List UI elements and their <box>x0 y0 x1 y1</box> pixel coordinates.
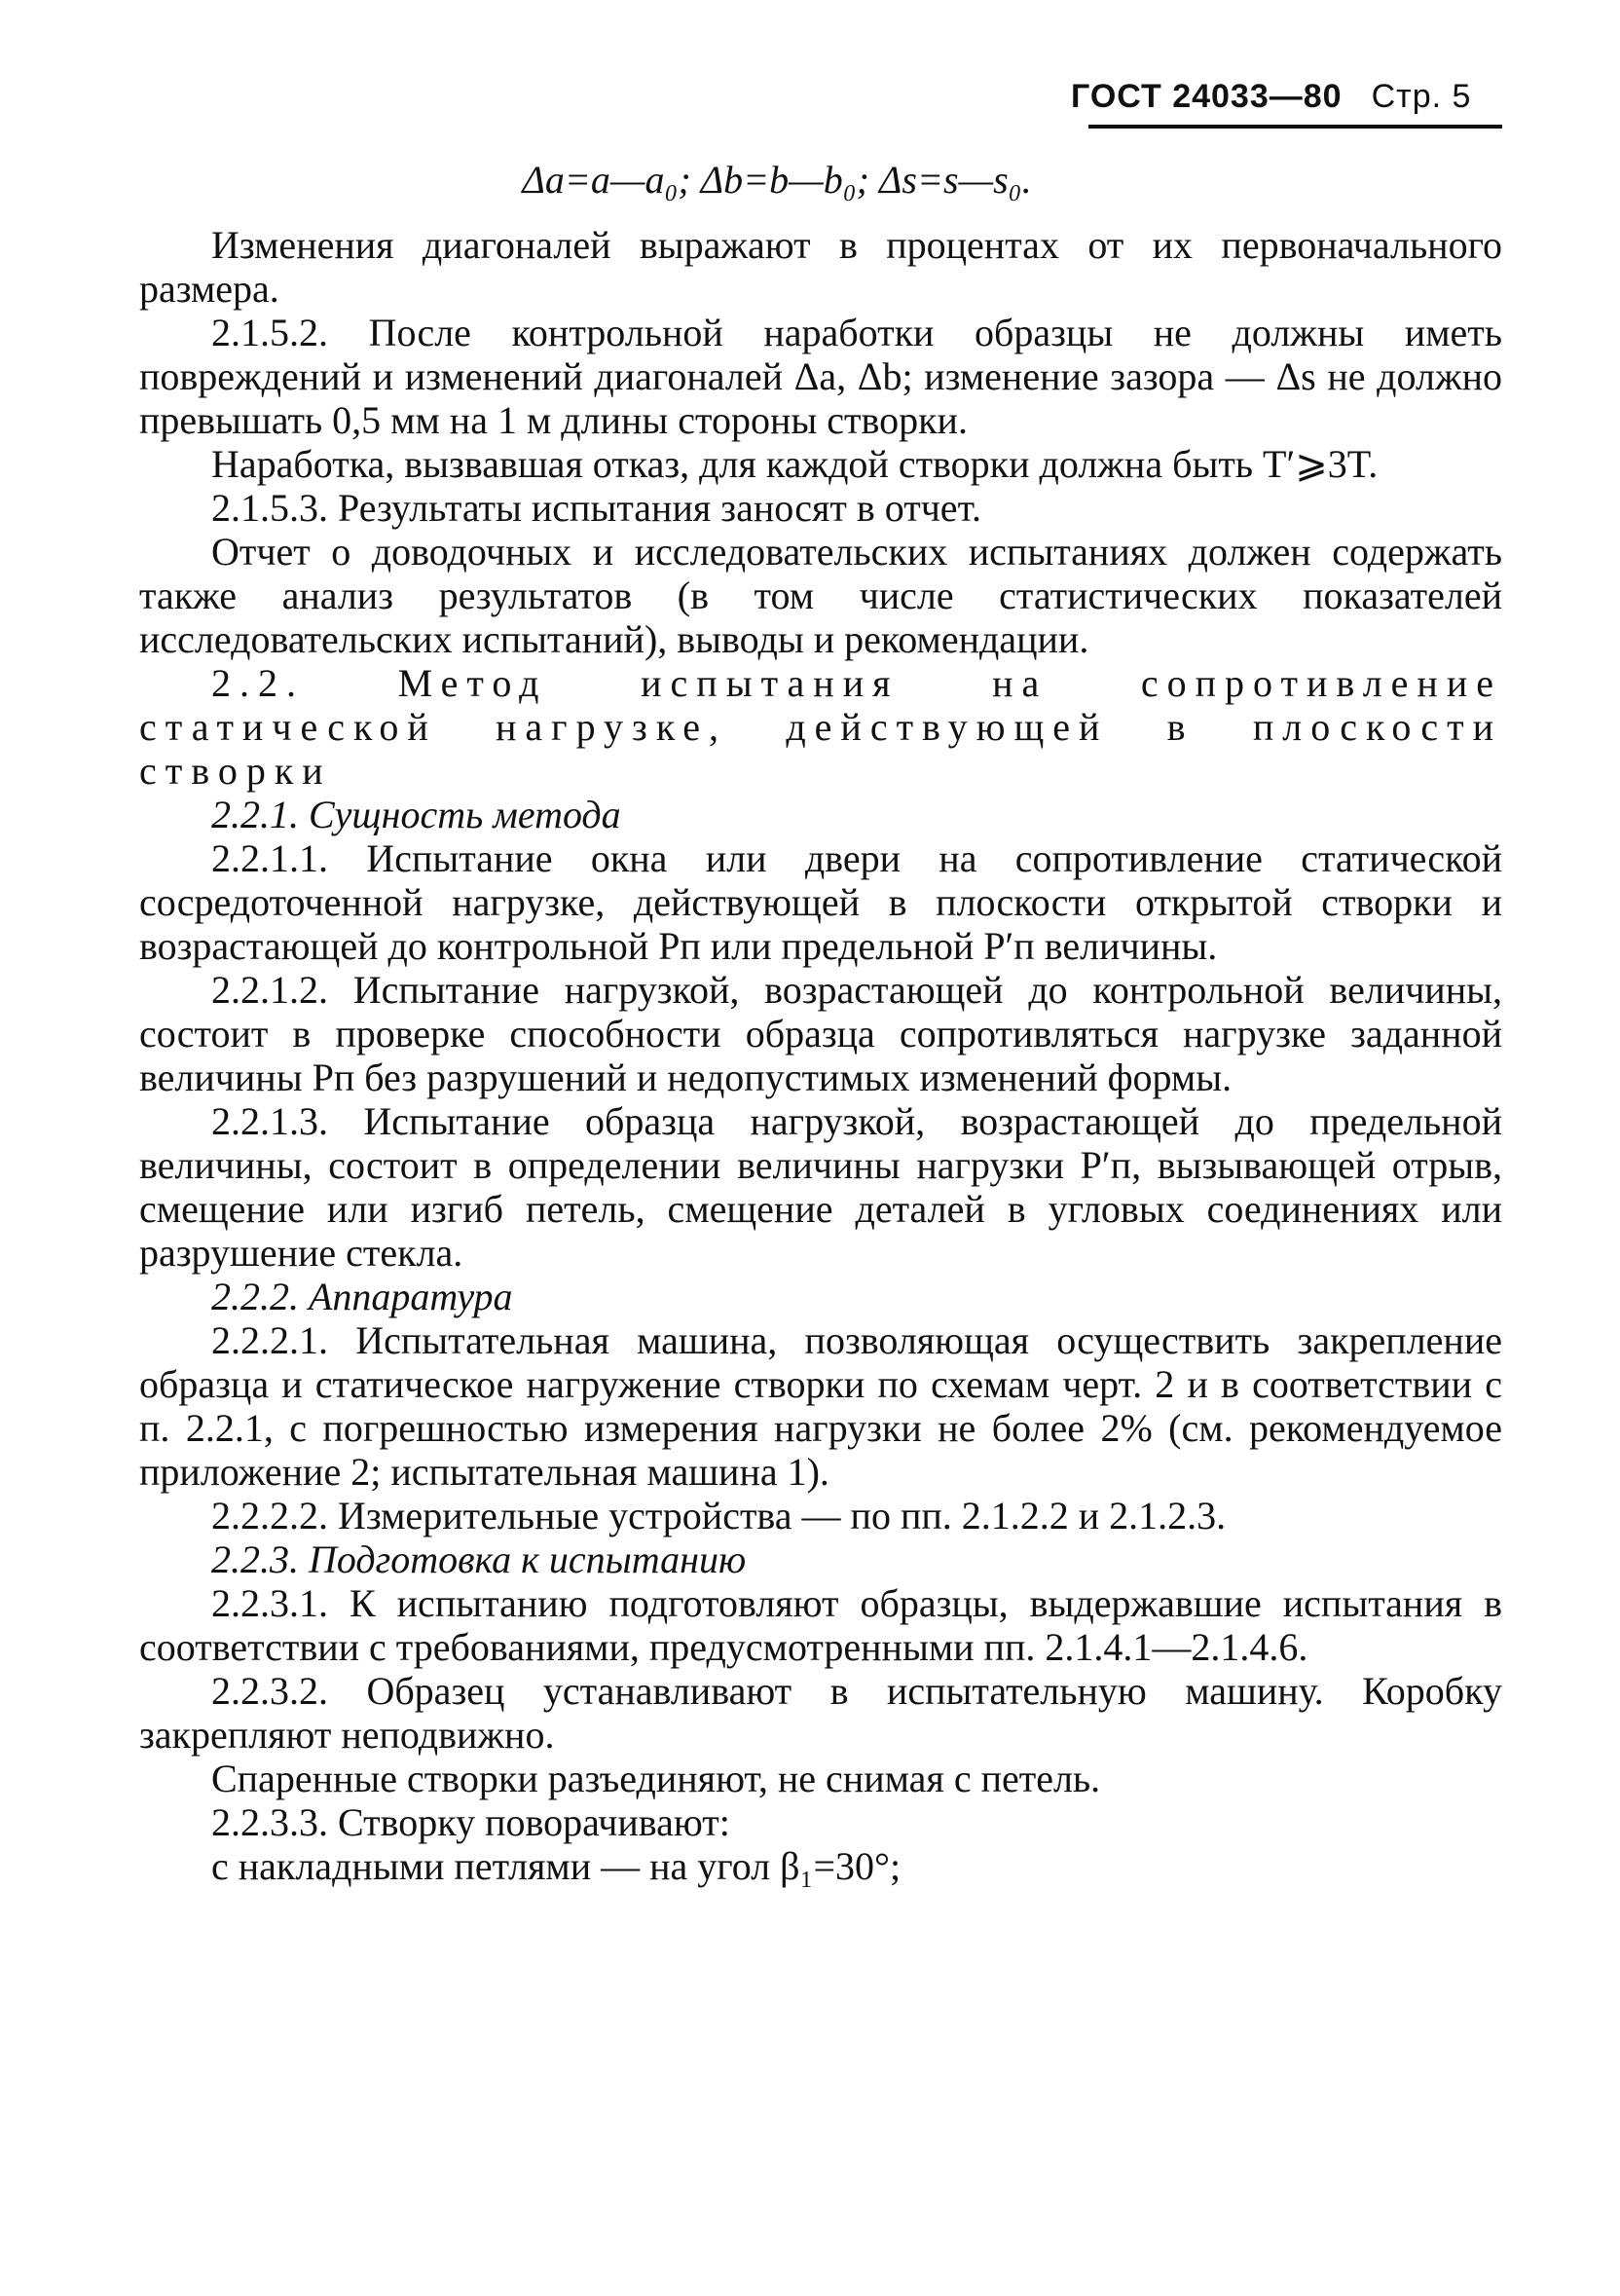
header-rule <box>1088 125 1502 129</box>
page-body <box>139 148 1502 1888</box>
paragraph: Наработка, вызвавшая отказ, для каждой створки должна быть T′⩾3T. <box>211 442 1379 486</box>
formula: Δa=a—a₀; Δb=b—b₀; Δs=s—s₀. <box>522 158 1032 202</box>
page-header <box>1071 78 1499 116</box>
paragraph: 2.2.3.2. Образец устанавливают в испытательную машину. Коробку закрепляют неподвижно. <box>139 1669 1502 1757</box>
paragraph: 2.2.3.1. К испытанию подготовляют образцы, выдержавшие испытания в соответствии с требованиями, предусмотренными пп. 2.1.4.1—2.1.4.6. <box>139 1581 1502 1669</box>
page-number: Стр. 5 <box>1371 78 1472 115</box>
paragraph: 2.2.3.3. Створку поворачивают: <box>211 1800 730 1844</box>
section-heading: 2.2. Метод испытания на сопротивление статической нагрузке, действующей в плоскости створки <box>139 661 1502 793</box>
paragraph: Изменения диагоналей выражают в процентах от их первоначального размера. <box>139 223 1502 311</box>
paragraph: Отчет о доводочных и исследовательских испытаниях должен содержать также анализ результатов (в том числе статистических показателей исследовательских испытаний), выводы и рекомендации. <box>139 530 1502 661</box>
paragraph: 2.1.5.2. После контрольной наработки образцы не должны иметь повреждений и изменений диагоналей Δa, Δb; изменение зазора — Δs не должно превышать 0,5 мм на 1 м длины стороны створки. <box>139 311 1502 442</box>
paragraph: 2.2.1.3. Испытание образца нагрузкой, возрастающей до предельной величины, состоит в определении величины нагрузки P′п, вызывающей отрыв, смещение или изгиб петель, смещение деталей в угловых соединениях или разрушение стекла. <box>139 1099 1502 1275</box>
paragraph: 2.1.5.3. Результаты испытания заносят в отчет. <box>211 486 982 530</box>
paragraph: Спаренные створки разъединяют, не снимая с петель. <box>211 1757 1101 1800</box>
paragraph: 2.2.2.2. Измерительные устройства — по пп. 2.1.2.2 и 2.1.2.3. <box>211 1494 1227 1537</box>
subsection-heading: 2.2.2. Аппаратура <box>211 1275 513 1318</box>
paragraph: с накладными петлями — на угол β₁=30°; <box>211 1844 902 1888</box>
subsection-heading: 2.2.3. Подготовка к испытанию <box>211 1537 747 1581</box>
paragraph: 2.2.2.1. Испытательная машина, позволяющая осуществить закрепление образца и статическое нагружение створки по схемам черт. 2 и в соответствии с п. 2.2.1, с погрешностью измерения нагрузки не более 2% (см. рекомендуемое приложение 2; испытательная машина 1). <box>139 1318 1502 1494</box>
subsection-heading: 2.2.1. Сущность метода <box>211 793 621 836</box>
paragraph: 2.2.1.2. Испытание нагрузкой, возрастающей до контрольной величины, состоит в проверке способности образца сопротивляться нагрузке заданной величины Pп без разрушений и недопустимых изменений формы. <box>139 968 1502 1099</box>
document-number: ГОСТ 24033—80 <box>1071 78 1343 115</box>
paragraph: 2.2.1.1. Испытание окна или двери на сопротивление статической сосредоточенной нагрузке, действующей в плоскости открытой створки и возрастающей до контрольной Pп или предельной P′п величины. <box>139 836 1502 968</box>
